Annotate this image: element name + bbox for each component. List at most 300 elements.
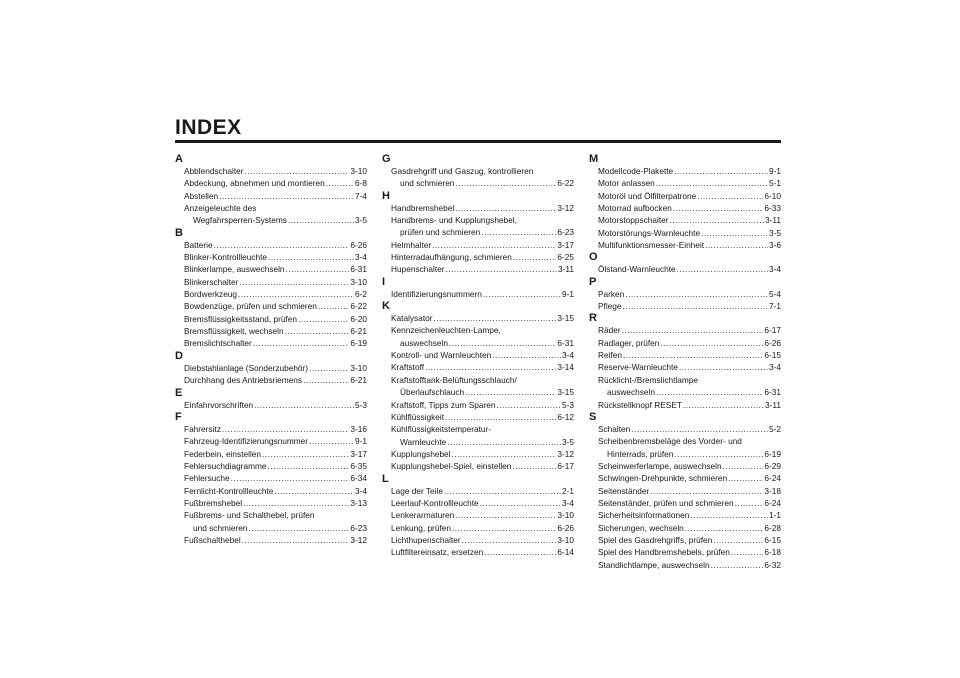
index-entry bbox=[589, 546, 781, 558]
index-entry-term: Ölstand-Warnleuchte bbox=[598, 264, 676, 275]
index-entry-term: Fehlersuchdiagramme bbox=[184, 460, 267, 471]
dot-leader bbox=[242, 534, 350, 546]
index-entry-term: Scheinwerferlampe, auswechseln bbox=[598, 460, 722, 471]
index-entry-term: Kraftstoff bbox=[391, 362, 425, 373]
index-entry-term: Rückstellknopf RESET bbox=[598, 399, 682, 410]
index-entry-term: Wegfahrsperren-Systems bbox=[193, 215, 287, 226]
dot-leader bbox=[219, 190, 354, 202]
index-entry bbox=[382, 202, 574, 214]
index-section bbox=[589, 411, 781, 571]
index-letter-heading: S bbox=[589, 410, 597, 423]
index-entry bbox=[382, 214, 574, 239]
index-entry-term: Abdeckung, abnehmen und montieren bbox=[184, 178, 325, 189]
index-entry bbox=[382, 534, 574, 546]
index-page-number: 9-1 bbox=[562, 288, 574, 299]
index-entry bbox=[175, 497, 367, 509]
dot-leader bbox=[656, 177, 768, 189]
index-entry-term: Blinkerschalter bbox=[184, 276, 239, 287]
index-entry-term: Spiel des Gasdrehgriffs, prüfen bbox=[598, 534, 713, 545]
index-entry bbox=[382, 399, 574, 411]
index-page-number: 6-15 bbox=[764, 350, 781, 361]
index-page-number: 5-4 bbox=[769, 288, 781, 299]
index-entry bbox=[589, 399, 781, 411]
index-entry-term: Kraftstoff, Tipps zum Sparen bbox=[391, 399, 496, 410]
index-entry-term: Rücklicht-/Bremslichtlampe bbox=[598, 374, 699, 385]
dot-leader bbox=[455, 177, 556, 189]
dot-leader bbox=[239, 276, 349, 288]
index-page-number: 3-13 bbox=[350, 497, 367, 508]
page-title: INDEX bbox=[175, 116, 242, 139]
dot-leader bbox=[728, 472, 763, 484]
dot-leader bbox=[656, 386, 763, 398]
dot-leader bbox=[222, 423, 350, 435]
index-entry bbox=[175, 399, 367, 411]
dot-leader bbox=[318, 300, 350, 312]
dot-leader bbox=[731, 546, 763, 558]
index-entry-term: Leerlauf-Kontrollleuchte bbox=[391, 497, 479, 508]
index-entry-term: Kupplungshebel bbox=[391, 448, 451, 459]
index-page-number: 3-6 bbox=[769, 240, 781, 251]
dot-leader bbox=[298, 313, 349, 325]
index-entry bbox=[589, 263, 781, 275]
title-rule bbox=[175, 140, 781, 143]
index-entry-term: Bordwerkzeug bbox=[184, 289, 238, 300]
index-entry-term: Motorstörungs-Warnleuchte bbox=[598, 227, 701, 238]
index-entry-term: Abblendschalter bbox=[184, 166, 244, 176]
index-entry-term: Fahrzeug-Identifizierungsnummer bbox=[184, 436, 309, 447]
dot-leader bbox=[243, 497, 349, 509]
index-entry-term: Bowdenzüge, prüfen und schmieren bbox=[184, 301, 317, 312]
index-entry bbox=[175, 374, 367, 386]
dot-leader bbox=[660, 337, 763, 349]
index-entry bbox=[175, 300, 367, 312]
index-entry-term: Reifen bbox=[598, 350, 622, 361]
dot-leader bbox=[262, 448, 349, 460]
index-entry bbox=[589, 497, 781, 509]
index-entry bbox=[589, 534, 781, 546]
index-page-number: 6-31 bbox=[350, 264, 367, 275]
dot-leader bbox=[455, 202, 556, 214]
dot-leader bbox=[677, 263, 768, 275]
index-page-number: 6-17 bbox=[764, 325, 781, 336]
index-entry bbox=[175, 448, 367, 460]
index-page-number: 6-21 bbox=[350, 326, 367, 337]
index-entry bbox=[589, 472, 781, 484]
index-entry-term: Motorstoppschalter bbox=[598, 215, 669, 226]
dot-leader bbox=[274, 485, 354, 497]
index-entry-term: und schmieren bbox=[400, 178, 455, 189]
index-entry bbox=[382, 448, 574, 460]
index-page-number: 3-4 bbox=[355, 252, 367, 263]
index-page-number: 6-15 bbox=[764, 534, 781, 545]
dot-leader bbox=[625, 288, 768, 300]
index-entry-term: Fahrersitz bbox=[184, 423, 221, 434]
index-page-number: 5-2 bbox=[769, 423, 781, 434]
index-entry-term: auswechseln bbox=[400, 337, 448, 348]
index-entry-term: Kupplungshebel-Spiel, einstellen bbox=[391, 461, 512, 472]
index-entry bbox=[589, 349, 781, 361]
index-entry bbox=[589, 460, 781, 472]
dot-leader bbox=[326, 177, 354, 189]
index-page-number: 6-23 bbox=[350, 522, 367, 533]
index-section bbox=[175, 153, 367, 227]
index-entry bbox=[382, 324, 574, 349]
dot-leader bbox=[683, 399, 764, 411]
dot-leader bbox=[484, 546, 556, 558]
index-entry-term: Diebstahlanlage (Sonderzubehör) bbox=[184, 362, 309, 373]
index-entry-term: Pflege bbox=[598, 301, 622, 312]
index-entry-term: Parken bbox=[598, 288, 625, 299]
index-letter-heading: I bbox=[382, 275, 386, 288]
index-page-number: 6-2 bbox=[355, 289, 367, 300]
index-entry bbox=[382, 374, 574, 399]
dot-leader bbox=[723, 460, 764, 472]
index-entry bbox=[382, 251, 574, 263]
dot-leader bbox=[711, 559, 764, 571]
index-section bbox=[175, 350, 367, 387]
index-entry-term: Lichthupenschalter bbox=[391, 534, 461, 545]
index-page-number: 3-18 bbox=[764, 485, 781, 496]
index-entry-term: Warnleuchte bbox=[400, 436, 447, 447]
index-page-number: 3-12 bbox=[557, 448, 574, 459]
index-entry-term: Reserve-Warnleuchte bbox=[598, 362, 678, 373]
dot-leader bbox=[268, 251, 354, 263]
index-entry bbox=[175, 325, 367, 337]
index-page-number: 1-1 bbox=[769, 510, 781, 521]
index-entry-term: und schmieren bbox=[193, 522, 248, 533]
index-entry bbox=[589, 559, 781, 571]
index-entry-term: Blinker-Kontrollleuchte bbox=[184, 252, 268, 263]
index-entry bbox=[382, 288, 574, 300]
index-entry bbox=[382, 411, 574, 423]
dot-leader bbox=[492, 349, 561, 361]
index-page-number: 6-17 bbox=[557, 461, 574, 472]
index-page-number: 7-1 bbox=[769, 301, 781, 312]
index-entry bbox=[382, 263, 574, 275]
dot-leader bbox=[285, 325, 350, 337]
index-page-number: 6-21 bbox=[350, 375, 367, 386]
index-entry-term: Spiel des Handbremshebels, prüfen bbox=[598, 547, 730, 558]
dot-leader bbox=[650, 485, 763, 497]
index-entry-term: Hinterrads, prüfen bbox=[607, 448, 674, 459]
index-page-number: 2-1 bbox=[562, 485, 574, 496]
index-entry-term: Sicherungen, wechseln bbox=[598, 522, 684, 533]
index-entry-term: Handbrems- und Kupplungshebel, bbox=[391, 215, 517, 226]
index-entry-term: Luftfiltereinsatz, ersetzen bbox=[391, 547, 484, 558]
index-page-number: 6-34 bbox=[350, 473, 367, 484]
index-entry-term: Abstellen bbox=[184, 190, 219, 201]
index-entry bbox=[175, 337, 367, 349]
dot-leader bbox=[425, 361, 556, 373]
dot-leader bbox=[701, 227, 768, 239]
dot-leader bbox=[623, 349, 763, 361]
index-column-2 bbox=[382, 153, 574, 559]
index-letter-heading: G bbox=[382, 153, 391, 165]
index-entry bbox=[589, 165, 781, 177]
index-page-number: 3-11 bbox=[558, 264, 574, 275]
index-entry bbox=[589, 202, 781, 214]
index-entry bbox=[382, 361, 574, 373]
dot-leader bbox=[735, 497, 764, 509]
dot-leader bbox=[513, 251, 557, 263]
dot-leader bbox=[254, 399, 354, 411]
index-entry-term: Blinkerlampe, auswechseln bbox=[184, 264, 285, 275]
index-page-number: 3-4 bbox=[562, 497, 574, 508]
index-page-number: 6-25 bbox=[557, 252, 574, 263]
dot-leader bbox=[462, 534, 557, 546]
index-page-number: 6-32 bbox=[764, 559, 781, 570]
index-page-number: 3-4 bbox=[769, 362, 781, 373]
index-section bbox=[175, 227, 367, 350]
index-entry-term: Fußbremshebel bbox=[184, 497, 243, 508]
index-entry-term: Kraftstofftank-Belüftungsschlauch/ bbox=[391, 374, 517, 385]
dot-leader bbox=[631, 423, 768, 435]
index-entry-term: Schalten bbox=[598, 423, 631, 434]
index-entry bbox=[175, 251, 367, 263]
dot-leader bbox=[303, 374, 349, 386]
index-page-number: 6-26 bbox=[557, 522, 574, 533]
index-entry bbox=[589, 522, 781, 534]
index-entry bbox=[589, 227, 781, 239]
dot-leader bbox=[679, 361, 768, 373]
index-entry bbox=[382, 509, 574, 521]
index-section bbox=[589, 153, 781, 251]
index-entry bbox=[175, 485, 367, 497]
index-entry-term: Batterie bbox=[184, 239, 213, 250]
index-entry-term: Federbein, einstellen bbox=[184, 448, 262, 459]
index-entry-term: Gasdrehgriff und Gaszug, kontrollieren bbox=[391, 166, 534, 176]
index-page-number: 6-22 bbox=[350, 301, 367, 312]
index-entry-term: Fernlicht-Kontrollleuchte bbox=[184, 485, 274, 496]
index-section bbox=[382, 190, 574, 276]
index-entry-term: Schwingen-Drehpunkte, schmieren bbox=[598, 473, 728, 484]
index-entry-term: Motoröl und Ölfilterpatrone bbox=[598, 190, 697, 201]
index-page-number: 7-4 bbox=[355, 190, 367, 201]
index-entry bbox=[589, 423, 781, 435]
index-page-number: 3-4 bbox=[769, 264, 781, 275]
index-entry bbox=[175, 239, 367, 251]
index-page-number: 6-29 bbox=[764, 460, 781, 471]
index-entry-term: Sicherheitsinformationen bbox=[598, 510, 690, 521]
index-page-number: 3-5 bbox=[769, 227, 781, 238]
index-entry-term: Bremsflüssigkeitsstand, prüfen bbox=[184, 313, 297, 324]
index-page-number: 3-11 bbox=[765, 399, 781, 410]
index-entry-term: Anzeigeleuchte des bbox=[184, 203, 257, 214]
index-entry-term: Lenkerarmaturen bbox=[391, 510, 455, 521]
index-entry bbox=[175, 423, 367, 435]
index-entry-term: Einfahrvorschriften bbox=[184, 399, 254, 410]
index-page-number: 6-20 bbox=[350, 313, 367, 324]
dot-leader bbox=[455, 509, 556, 521]
dot-leader bbox=[309, 435, 354, 447]
index-entry bbox=[175, 472, 367, 484]
dot-leader bbox=[705, 239, 768, 251]
dot-leader bbox=[512, 460, 556, 472]
index-page-number: 3-14 bbox=[557, 362, 574, 373]
index-section bbox=[175, 387, 367, 411]
index-letter-heading: M bbox=[589, 153, 599, 165]
index-page-number: 5-3 bbox=[355, 399, 367, 410]
index-entry-term: Modellcode-Plakette bbox=[598, 166, 674, 176]
index-entry-term: Bremsflüssigkeit, wechseln bbox=[184, 326, 284, 337]
index-page-number: 6-19 bbox=[350, 338, 367, 349]
index-page-number: 6-12 bbox=[557, 411, 574, 422]
index-entry bbox=[175, 435, 367, 447]
dot-leader bbox=[622, 324, 764, 336]
dot-leader bbox=[248, 522, 349, 534]
index-entry bbox=[175, 190, 367, 202]
index-section bbox=[589, 276, 781, 313]
index-letter-heading: P bbox=[589, 275, 597, 288]
index-page-number: 3-5 bbox=[562, 436, 574, 447]
dot-leader bbox=[697, 190, 763, 202]
index-entry bbox=[175, 313, 367, 325]
index-column-3 bbox=[589, 153, 781, 571]
index-entry bbox=[175, 177, 367, 189]
index-entry-term: Motor anlassen bbox=[598, 178, 655, 189]
index-letter-heading: L bbox=[382, 472, 389, 485]
dot-leader bbox=[674, 448, 763, 460]
index-entry bbox=[382, 423, 574, 448]
index-entry-term: prüfen und schmieren bbox=[400, 227, 481, 238]
dot-leader bbox=[690, 509, 768, 521]
index-entry-term: Räder bbox=[598, 325, 621, 336]
index-entry-term: Fehlersuche bbox=[184, 473, 230, 484]
dot-leader bbox=[309, 362, 349, 374]
dot-leader bbox=[497, 399, 561, 411]
index-entry bbox=[175, 509, 367, 534]
index-entry bbox=[175, 263, 367, 275]
index-section bbox=[589, 312, 781, 410]
index-entry-term: Radlager, prüfen bbox=[598, 337, 660, 348]
index-letter-heading: K bbox=[382, 300, 390, 313]
index-letter-heading: O bbox=[589, 251, 598, 264]
index-letter-heading: H bbox=[382, 189, 390, 202]
index-section bbox=[589, 251, 781, 275]
index-entry-term: Multifunktionsmesser-Einheit bbox=[598, 240, 705, 251]
dot-leader bbox=[253, 337, 350, 349]
index-entry-term: Überlaufschlauch bbox=[400, 387, 465, 398]
dot-leader bbox=[434, 312, 557, 324]
index-page-number: 6-24 bbox=[764, 473, 781, 484]
index-entry bbox=[175, 202, 367, 227]
index-entry bbox=[589, 509, 781, 521]
index-entry bbox=[589, 361, 781, 373]
dot-leader bbox=[245, 165, 350, 177]
index-entry-term: Lage der Teile bbox=[391, 485, 443, 496]
dot-leader bbox=[465, 386, 556, 398]
index-entry bbox=[589, 337, 781, 349]
index-entry-term: Fußschalthebel bbox=[184, 534, 241, 545]
index-page-number: 9-1 bbox=[769, 166, 781, 176]
index-entry-term: Scheibenbremsbeläge des Vorder- und bbox=[598, 436, 742, 447]
dot-leader bbox=[444, 485, 561, 497]
dot-leader bbox=[623, 300, 768, 312]
index-entry bbox=[175, 534, 367, 546]
dot-leader bbox=[446, 263, 557, 275]
index-page-number: 9-1 bbox=[355, 436, 367, 447]
index-entry-term: Bremslichtschalter bbox=[184, 338, 252, 349]
index-entry-term: Kennzeichenleuchten-Lampe, bbox=[391, 325, 501, 336]
dot-leader bbox=[483, 288, 561, 300]
index-page-number: 6-24 bbox=[764, 497, 781, 508]
index-entry-term: Durchhang des Antriebsriemens bbox=[184, 375, 303, 386]
dot-leader bbox=[445, 411, 556, 423]
index-entry bbox=[589, 214, 781, 226]
index-page-number: 6-35 bbox=[350, 460, 367, 471]
dot-leader bbox=[231, 472, 350, 484]
index-page-number: 3-10 bbox=[557, 510, 574, 521]
index-entry-term: Fußbrems- und Schalthebel, prüfen bbox=[184, 510, 315, 521]
dot-leader bbox=[673, 202, 764, 214]
index-entry-term: Hupenschalter bbox=[391, 264, 445, 275]
index-page-number: 3-15 bbox=[557, 313, 574, 324]
dot-leader bbox=[449, 337, 556, 349]
index-entry-term: Standlichtlampe, auswechseln bbox=[598, 559, 710, 570]
index-entry bbox=[175, 362, 367, 374]
index-letter-heading: E bbox=[175, 386, 183, 399]
index-page-number: 6-18 bbox=[764, 547, 781, 558]
dot-leader bbox=[713, 534, 763, 546]
index-page-number: 3-15 bbox=[557, 387, 574, 398]
index-entry bbox=[589, 324, 781, 336]
index-page-number: 6-14 bbox=[557, 547, 574, 558]
index-entry bbox=[175, 165, 367, 177]
index-entry-term: auswechseln bbox=[607, 387, 655, 398]
index-page-number: 3-11 bbox=[765, 215, 781, 226]
index-page-number: 3-10 bbox=[350, 166, 367, 176]
index-page-number: 3-4 bbox=[355, 485, 367, 496]
dot-leader bbox=[238, 288, 354, 300]
index-entry bbox=[382, 312, 574, 324]
index-page-number: 3-10 bbox=[557, 534, 574, 545]
index-entry-term: Motorrad aufbocken bbox=[598, 203, 672, 214]
index-entry bbox=[175, 288, 367, 300]
index-entry bbox=[382, 460, 574, 472]
index-entry bbox=[175, 276, 367, 288]
index-letter-heading: B bbox=[175, 226, 183, 239]
index-page-number: 5-3 bbox=[562, 399, 574, 410]
index-page-number: 3-10 bbox=[350, 276, 367, 287]
dot-leader bbox=[674, 165, 768, 177]
index-section bbox=[382, 300, 574, 472]
index-page-number: 6-26 bbox=[350, 239, 367, 250]
index-entry bbox=[382, 239, 574, 251]
index-entry-term: Kühlflüssigkeitstemperatur- bbox=[391, 424, 492, 435]
index-entry bbox=[382, 165, 574, 190]
dot-leader bbox=[447, 436, 561, 448]
index-entry bbox=[589, 300, 781, 312]
index-section bbox=[382, 153, 574, 190]
index-page-number: 3-12 bbox=[350, 534, 367, 545]
index-entry bbox=[589, 288, 781, 300]
index-page-number: 6-19 bbox=[764, 448, 781, 459]
index-entry bbox=[382, 546, 574, 558]
index-page-number: 3-5 bbox=[355, 215, 367, 226]
index-page-number: 6-33 bbox=[764, 203, 781, 214]
index-page-number: 5-1 bbox=[769, 178, 781, 189]
dot-leader bbox=[432, 239, 556, 251]
index-letter-heading: D bbox=[175, 349, 183, 362]
index-entry bbox=[382, 522, 574, 534]
index-entry bbox=[382, 497, 574, 509]
index-page-number: 6-10 bbox=[764, 190, 781, 201]
dot-leader bbox=[685, 522, 764, 534]
index-page-number: 3-17 bbox=[350, 448, 367, 459]
index-entry-term: Helmhalter bbox=[391, 239, 432, 250]
index-section bbox=[382, 276, 574, 300]
index-entry bbox=[589, 190, 781, 202]
